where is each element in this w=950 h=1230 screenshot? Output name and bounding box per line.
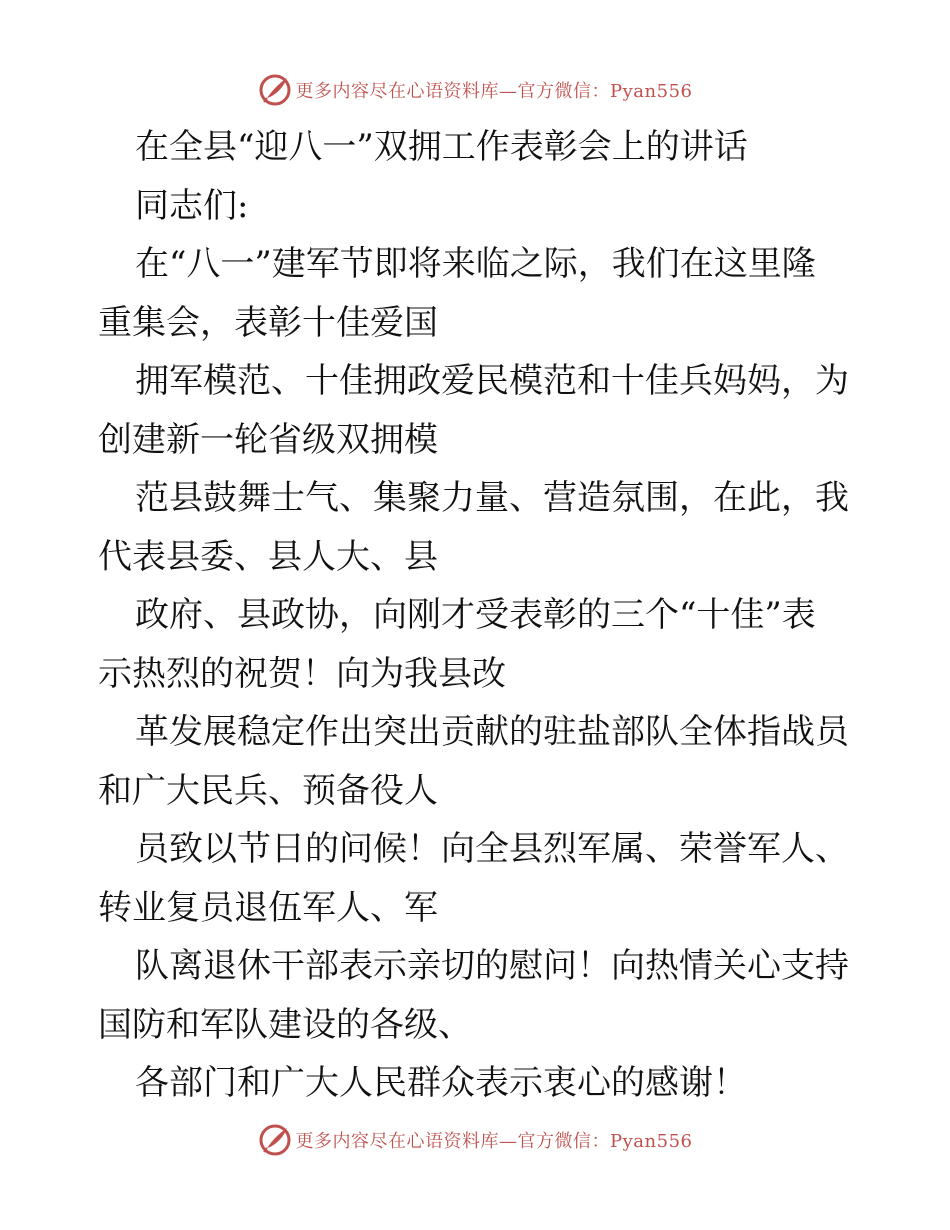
paragraph-line: 员致以节日的问候！向全县烈军属、荣誉军人、 [135,829,849,869]
watermark-text: 更多内容尽在心语资料库—官方微信：Pyan556 [295,81,693,102]
quill-circle-icon [258,1123,292,1157]
header-watermark [0,70,950,110]
paragraph-line: 拥军模范、十佳拥政爱民模范和十佳兵妈妈，为 [135,361,849,401]
paragraph-line: 代表县委、县人大、县 [98,536,438,577]
paragraph-line: 重集会，表彰十佳爱国 [98,302,438,343]
paragraph-line: 创建新一轮省级双拥模 [98,419,438,460]
paragraph-line: 范县鼓舞士气、集聚力量、营造氛围，在此，我 [135,478,849,518]
quill-circle-icon [258,73,292,107]
paragraph-line: 各部门和广大人民群众表示衷心的感谢！ [135,1063,747,1103]
paragraph-line: 在“八一”建军节即将来临之际，我们在这里隆 [135,244,816,284]
paragraph-line: 转业复员退伍军人、军 [98,887,438,928]
paragraph-line: 革发展稳定作出突出贡献的驻盐部队全体指战员 [135,712,849,752]
footer-watermark [0,1120,950,1160]
paragraph-line: 和广大民兵、预备役人 [98,770,438,811]
salutation: 同志们: [135,185,249,226]
paragraph-line: 政府、县政协，向刚才受表彰的三个“十佳”表 [135,595,816,635]
speech-body [98,118,858,1113]
paragraph-line: 国防和军队建设的各级、 [98,1004,472,1045]
speech-title: 在全县“迎八一”双拥工作表彰会上的讲话 [135,127,748,167]
paragraph-line: 队离退休干部表示亲切的慰问！向热情关心支持 [135,946,849,986]
watermark-text: 更多内容尽在心语资料库—官方微信：Pyan556 [295,1131,693,1152]
paragraph-line: 示热烈的祝贺！向为我县改 [98,653,506,694]
